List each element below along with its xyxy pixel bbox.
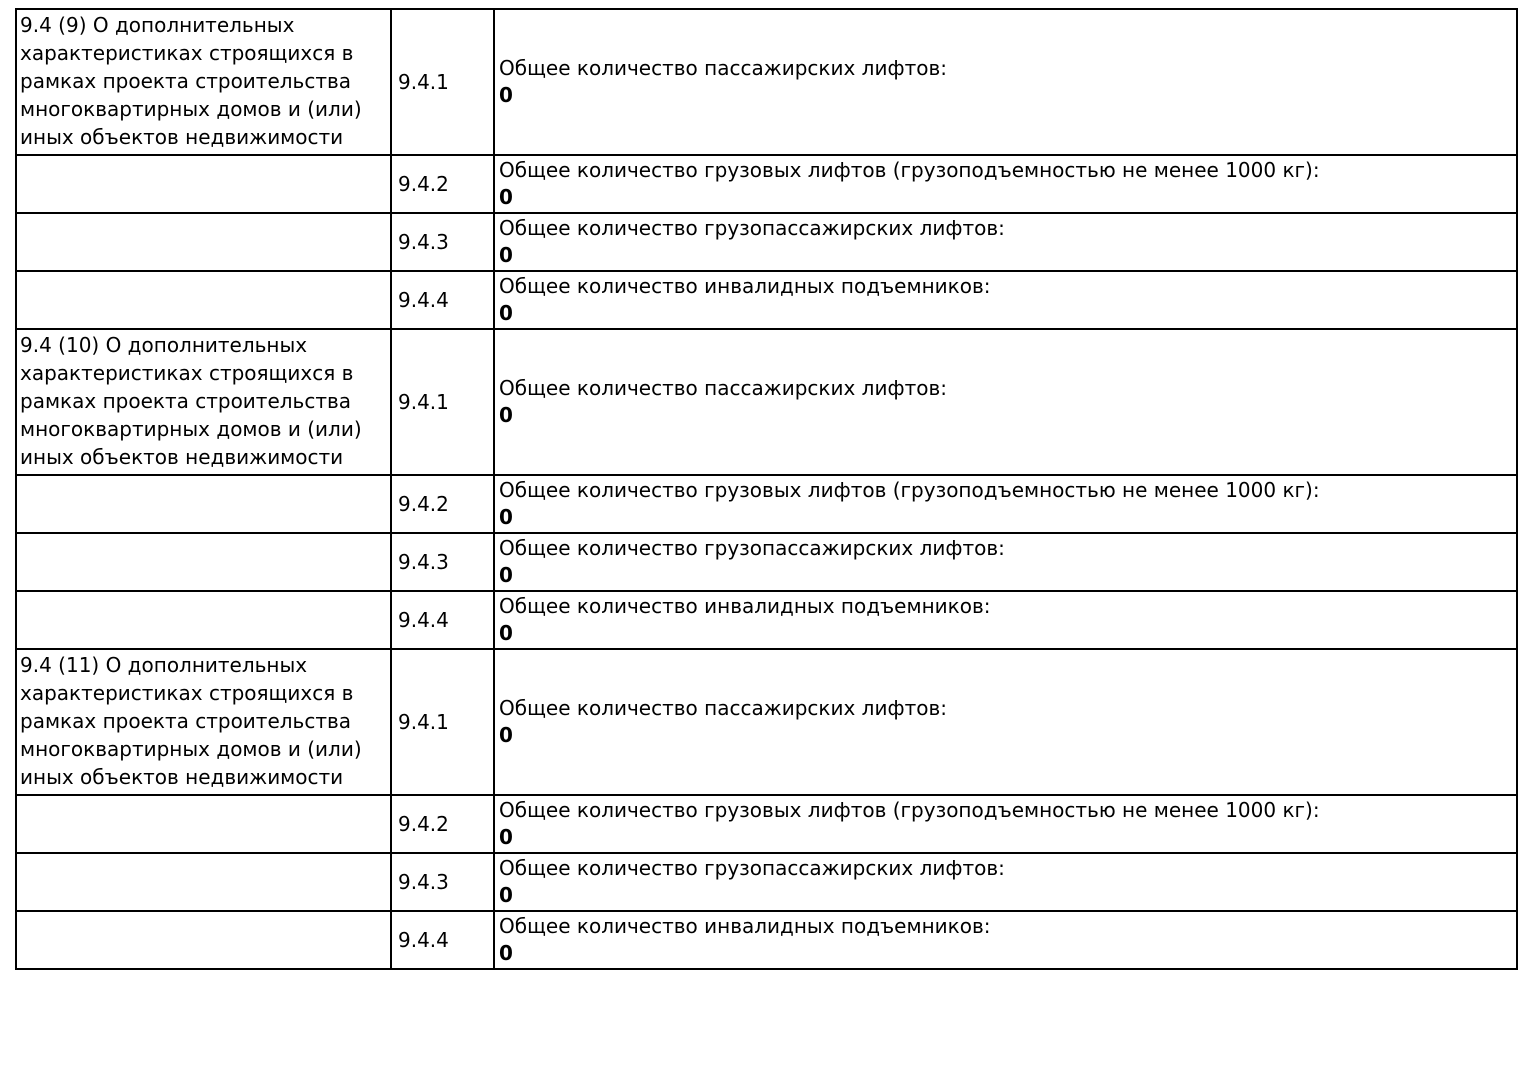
table-row xyxy=(16,591,1517,649)
code-cell: 9.4.1 xyxy=(391,9,494,155)
indicator-cell xyxy=(494,853,1517,911)
indicator-label: Общее количество грузовых лифтов (грузоподъемностью не менее 1000 кг): xyxy=(499,798,1320,822)
indicator-label: Общее количество пассажирских лифтов: xyxy=(499,56,947,80)
section-cell-empty xyxy=(16,911,391,969)
code-cell: 9.4.4 xyxy=(391,911,494,969)
code-cell: 9.4.4 xyxy=(391,271,494,329)
section-cell-empty xyxy=(16,795,391,853)
code-cell: 9.4.2 xyxy=(391,155,494,213)
code-cell: 9.4.1 xyxy=(391,649,494,795)
section-cell: 9.4 (10) О дополнительных характеристиках строящихся в рамках проекта строительства многоквартирных домов и (или) иных объектов недвижимости xyxy=(16,329,391,475)
indicator-cell xyxy=(494,475,1517,533)
code-cell: 9.4.3 xyxy=(391,213,494,271)
indicator-cell xyxy=(494,213,1517,271)
indicator-label: Общее количество инвалидных подъемников: xyxy=(499,594,991,618)
code-cell: 9.4.2 xyxy=(391,795,494,853)
indicator-value: 0 xyxy=(499,185,513,209)
table-row xyxy=(16,533,1517,591)
indicator-cell xyxy=(494,591,1517,649)
indicator-cell xyxy=(494,155,1517,213)
table-row xyxy=(16,271,1517,329)
indicator-value: 0 xyxy=(499,403,513,427)
code-cell: 9.4.4 xyxy=(391,591,494,649)
indicator-label: Общее количество грузовых лифтов (грузоподъемностью не менее 1000 кг): xyxy=(499,158,1320,182)
code-cell: 9.4.1 xyxy=(391,329,494,475)
indicator-value: 0 xyxy=(499,825,513,849)
code-cell: 9.4.3 xyxy=(391,533,494,591)
indicator-label: Общее количество пассажирских лифтов: xyxy=(499,696,947,720)
table-row xyxy=(16,649,1517,795)
indicator-label: Общее количество пассажирских лифтов: xyxy=(499,376,947,400)
table-row xyxy=(16,9,1517,155)
indicator-label: Общее количество инвалидных подъемников: xyxy=(499,274,991,298)
section-cell-empty xyxy=(16,591,391,649)
indicator-value: 0 xyxy=(499,301,513,325)
section-cell-empty xyxy=(16,271,391,329)
section-cell: 9.4 (11) О дополнительных характеристиках строящихся в рамках проекта строительства многоквартирных домов и (или) иных объектов недвижимости xyxy=(16,649,391,795)
indicator-cell xyxy=(494,9,1517,155)
table-row xyxy=(16,795,1517,853)
indicator-cell xyxy=(494,795,1517,853)
code-cell: 9.4.3 xyxy=(391,853,494,911)
indicator-value: 0 xyxy=(499,883,513,907)
indicator-label: Общее количество грузопассажирских лифтов: xyxy=(499,216,1005,240)
indicator-label: Общее количество грузовых лифтов (грузоподъемностью не менее 1000 кг): xyxy=(499,478,1320,502)
section-cell-empty xyxy=(16,213,391,271)
indicator-value: 0 xyxy=(499,563,513,587)
indicator-label: Общее количество грузопассажирских лифтов: xyxy=(499,536,1005,560)
indicator-value: 0 xyxy=(499,941,513,965)
indicator-cell xyxy=(494,911,1517,969)
table-row xyxy=(16,155,1517,213)
indicator-value: 0 xyxy=(499,505,513,529)
indicator-value: 0 xyxy=(499,243,513,267)
indicator-cell xyxy=(494,649,1517,795)
indicator-cell xyxy=(494,533,1517,591)
section-cell: 9.4 (9) О дополнительных характеристиках строящихся в рамках проекта строительства многоквартирных домов и (или) иных объектов недвижимости xyxy=(16,9,391,155)
table-row xyxy=(16,329,1517,475)
code-cell: 9.4.2 xyxy=(391,475,494,533)
section-cell-empty xyxy=(16,155,391,213)
indicator-label: Общее количество грузопассажирских лифтов: xyxy=(499,856,1005,880)
table-row xyxy=(16,213,1517,271)
table-row xyxy=(16,853,1517,911)
section-cell-empty xyxy=(16,853,391,911)
indicator-value: 0 xyxy=(499,83,513,107)
indicator-label: Общее количество инвалидных подъемников: xyxy=(499,914,991,938)
indicator-value: 0 xyxy=(499,723,513,747)
indicator-cell xyxy=(494,271,1517,329)
section-cell-empty xyxy=(16,533,391,591)
indicator-cell xyxy=(494,329,1517,475)
indicator-value: 0 xyxy=(499,621,513,645)
table-row xyxy=(16,475,1517,533)
declaration-table xyxy=(15,8,1518,970)
table-row xyxy=(16,911,1517,969)
section-cell-empty xyxy=(16,475,391,533)
